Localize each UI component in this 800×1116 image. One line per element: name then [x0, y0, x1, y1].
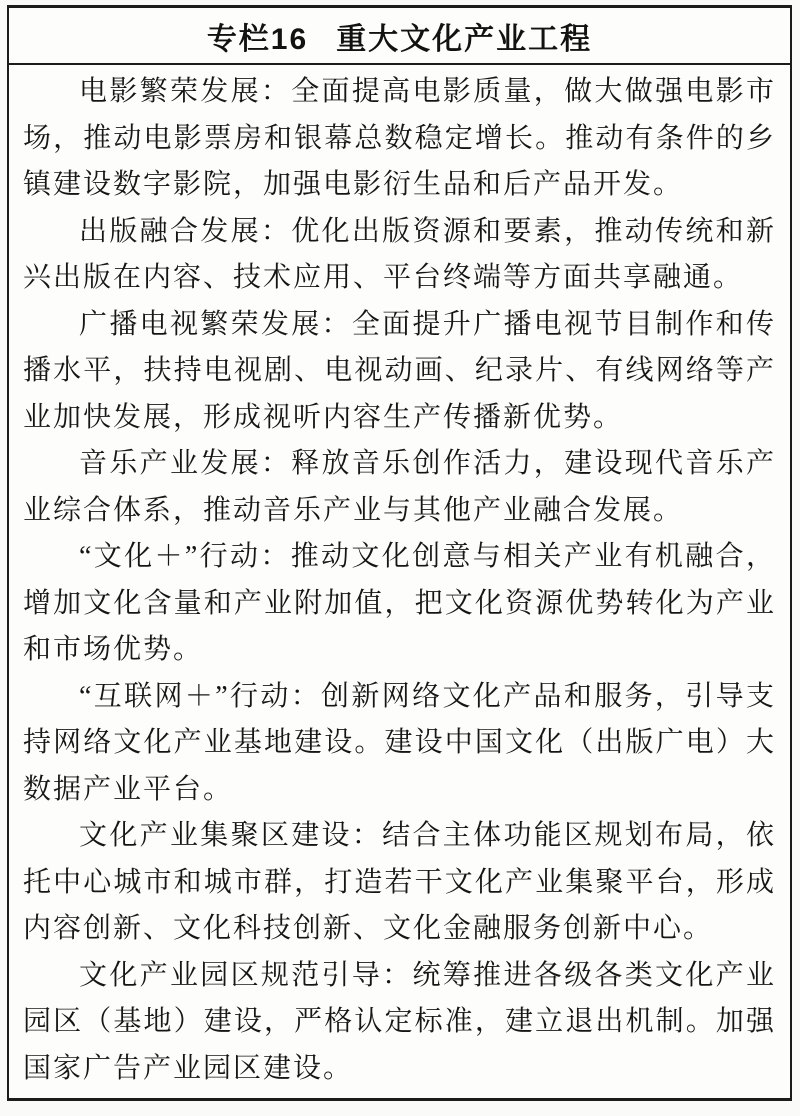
paragraph-publishing: 出版融合发展：优化出版资源和要素，推动传统和新兴出版在内容、技术应用、平台终端等方面共享融通。 — [23, 215, 776, 293]
column-box-panel — [7, 5, 792, 1101]
paragraph-industry-park: 文化产业园区规范引导：统筹推进各级各类文化产业园区（基地）建设，严格认定标准，建立退出机制。加强国家广告产业园区建设。 — [23, 959, 776, 1084]
paragraph-internet-plus: “互联网＋”行动：创新网络文化产品和服务，引导支持网络文化产业基地建设。建设中国文化（出版广电）大数据产业平台。 — [23, 680, 776, 805]
panel-body — [9, 65, 790, 1092]
paragraph-broadcast-tv: 广播电视繁荣发展：全面提升广播电视节目制作和传播水平，扶持电视剧、电视动画、纪录片、有线网络等产业加快发展，形成视听内容生产传播新优势。 — [23, 308, 776, 433]
panel-title — [9, 8, 790, 65]
panel-title-label: 专栏16 — [206, 22, 309, 56]
panel-title-text: 重大文化产业工程 — [336, 22, 593, 56]
paragraph-industry-cluster: 文化产业集聚区建设：结合主体功能区规划布局，依托中心城市和城市群，打造若干文化产业集聚平台，形成内容创新、文化科技创新、文化金融服务创新中心。 — [23, 820, 776, 944]
paragraph-culture-plus: “文化＋”行动：推动文化创意与相关产业有机融合，增加文化含量和产业附加值，把文化资源优势转化为产业和市场优势。 — [23, 541, 776, 665]
paragraph-film: 电影繁荣发展：全面提高电影质量，做大做强电影市场，推动电影票房和银幕总数稳定增长。推动有条件的乡镇建设数字影院，加强电影衍生品和后产品开发。 — [23, 76, 776, 200]
paragraph-music-industry: 音乐产业发展：释放音乐创作活力，建设现代音乐产业综合体系，推动音乐产业与其他产业融合发展。 — [23, 448, 776, 526]
